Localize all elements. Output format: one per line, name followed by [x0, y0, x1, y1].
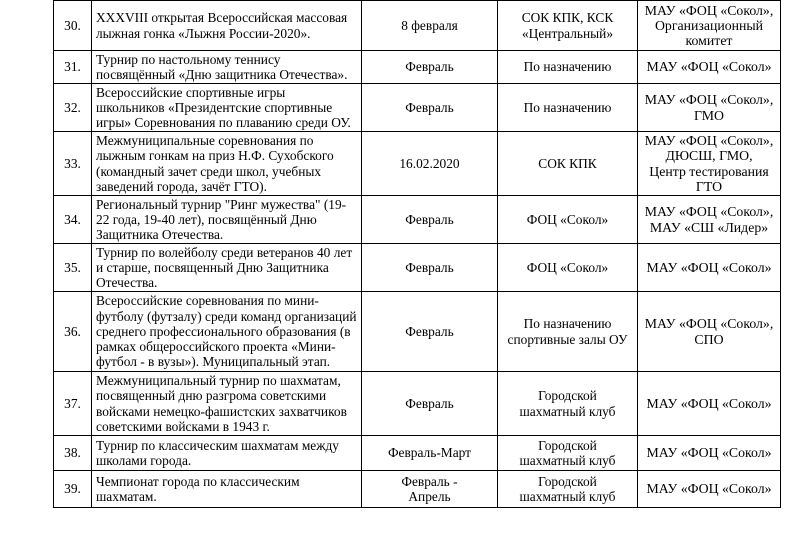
- table-row-36: [54, 292, 781, 372]
- event-name: Чемпионат города по классическим шахматам.: [92, 471, 362, 508]
- table-row-31: [54, 51, 781, 84]
- row-number: 39.: [54, 471, 92, 508]
- table-row-32: [54, 84, 781, 132]
- table-row-34: [54, 196, 781, 244]
- table-row-35: [54, 244, 781, 292]
- event-place: По назначению спортивные залы ОУ: [498, 292, 638, 372]
- event-place: Городской шахматный клуб: [498, 471, 638, 508]
- table-row-39: [54, 471, 781, 508]
- event-organizer: МАУ «ФОЦ «Сокол»: [638, 51, 781, 84]
- event-name: Турнир по настольному теннису посвящённый «Дню защитника Отечества».: [92, 51, 362, 84]
- row-number: 37.: [54, 372, 92, 436]
- event-place: ФОЦ «Сокол»: [498, 196, 638, 244]
- table-row-37: [54, 372, 781, 436]
- event-date: 16.02.2020: [362, 132, 498, 196]
- event-date: Февраль: [362, 196, 498, 244]
- row-number: 34.: [54, 196, 92, 244]
- event-organizer: МАУ «ФОЦ «Сокол»: [638, 436, 781, 471]
- event-organizer: МАУ «ФОЦ «Сокол», ГМО: [638, 84, 781, 132]
- event-name: Межмуниципальный турнир по шахматам, посвященный дню разгрома советскими войсками немецко-фашистских захватчиков советскими войсками в 1943 г.: [92, 372, 362, 436]
- event-date: Февраль: [362, 84, 498, 132]
- event-place: СОК КПК: [498, 132, 638, 196]
- event-name: Всероссийские соревнования по мини-футболу (футзалу) среди команд организаций среднего профессионального образования (в рамках общероссийского проекта «Мини-футбол - в вузы»). Муниципальный этап.: [92, 292, 362, 372]
- event-date: Февраль: [362, 372, 498, 436]
- event-date: Февраль - Апрель: [362, 471, 498, 508]
- event-name: XXXVIII открытая Всероссийская массовая лыжная гонка «Лыжня России-2020».: [92, 1, 362, 51]
- event-organizer: МАУ «ФОЦ «Сокол», ДЮСШ, ГМО, Центр тестирования ГТО: [638, 132, 781, 196]
- row-number: 32.: [54, 84, 92, 132]
- event-place: Городской шахматный клуб: [498, 436, 638, 471]
- event-organizer: МАУ «ФОЦ «Сокол», Организационный комитет: [638, 1, 781, 51]
- event-place: По назначению: [498, 84, 638, 132]
- table-row-33: [54, 132, 781, 196]
- row-number: 38.: [54, 436, 92, 471]
- row-number: 35.: [54, 244, 92, 292]
- event-name: Региональный турнир "Ринг мужества" (19-22 года, 19-40 лет), посвящённый Дню Защитника Отечества.: [92, 196, 362, 244]
- event-organizer: МАУ «ФОЦ «Сокол», СПО: [638, 292, 781, 372]
- event-organizer: МАУ «ФОЦ «Сокол»: [638, 244, 781, 292]
- event-name: Турнир по классическим шахматам между школами города.: [92, 436, 362, 471]
- event-name: Всероссийские спортивные игры школьников «Президентские спортивные игры» Соревнования по плаванию среди ОУ.: [92, 84, 362, 132]
- table-row-30: [54, 1, 781, 51]
- row-number: 36.: [54, 292, 92, 372]
- event-place: ФОЦ «Сокол»: [498, 244, 638, 292]
- event-organizer: МАУ «ФОЦ «Сокол», МАУ «СШ «Лидер»: [638, 196, 781, 244]
- event-organizer: МАУ «ФОЦ «Сокол»: [638, 471, 781, 508]
- row-number: 33.: [54, 132, 92, 196]
- event-name: Межмуниципальные соревнования по лыжным гонкам на приз Н.Ф. Сухобского (командный зачет среди школ, учебных заведений города, зачёт ГТО).: [92, 132, 362, 196]
- event-place: СОК КПК, КСК «Центральный»: [498, 1, 638, 51]
- event-name: Турнир по волейболу среди ветеранов 40 лет и старше, посвященный Дню Защитника Отечества.: [92, 244, 362, 292]
- events-schedule-table: [53, 0, 781, 508]
- row-number: 31.: [54, 51, 92, 84]
- event-place: Городской шахматный клуб: [498, 372, 638, 436]
- event-date: Февраль: [362, 51, 498, 84]
- row-number: 30.: [54, 1, 92, 51]
- table-row-38: [54, 436, 781, 471]
- event-place: По назначению: [498, 51, 638, 84]
- event-date: Февраль-Март: [362, 436, 498, 471]
- event-date: Февраль: [362, 244, 498, 292]
- event-date: 8 февраля: [362, 1, 498, 51]
- event-organizer: МАУ «ФОЦ «Сокол»: [638, 372, 781, 436]
- event-date: Февраль: [362, 292, 498, 372]
